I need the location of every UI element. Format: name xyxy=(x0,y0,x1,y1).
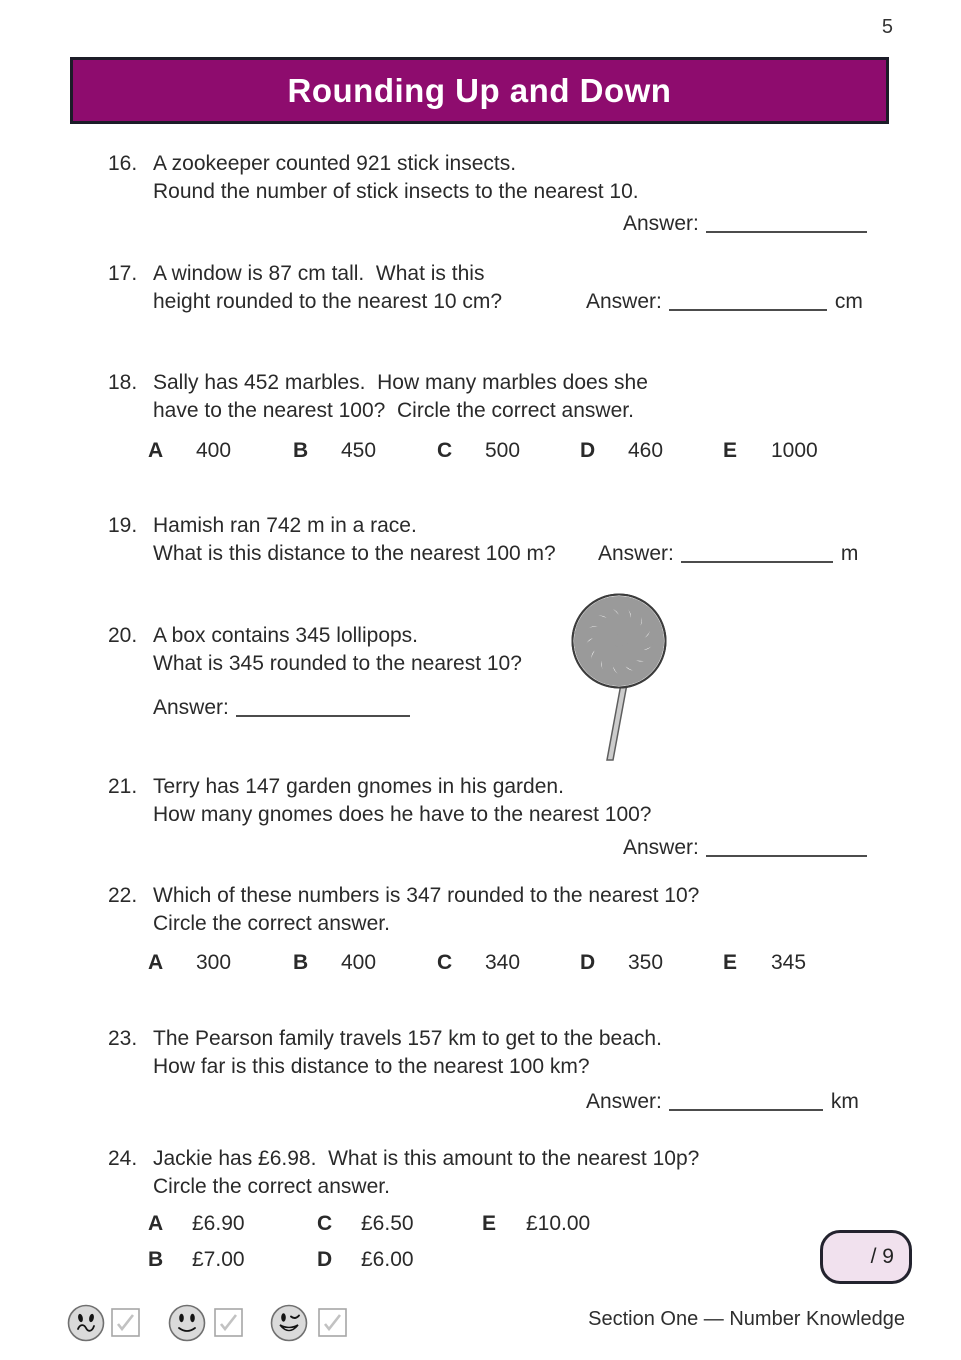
answer-blank-q21[interactable] xyxy=(706,837,867,857)
option-d[interactable]: D £6.00 xyxy=(317,1248,414,1271)
answer-label: Answer: xyxy=(153,696,229,719)
option-d[interactable]: D 350 xyxy=(580,951,664,974)
option-d[interactable]: D 460 xyxy=(580,439,664,462)
question-number: 22. xyxy=(108,884,138,907)
question-16 xyxy=(108,150,880,206)
score-box[interactable] xyxy=(820,1230,912,1284)
question-text: A box contains 345 lollipops. What is 345 rounded to the nearest 10? xyxy=(153,624,522,675)
answer-blank-q20[interactable] xyxy=(236,697,410,717)
section-footer: Section One — Number Knowledge xyxy=(588,1308,905,1330)
question-22 xyxy=(108,882,880,938)
option-e[interactable]: E 345 xyxy=(723,951,807,974)
question-text: Jackie has £6.98. What is this amount to the nearest 10p? Circle the correct answer. xyxy=(153,1147,700,1198)
question-number: 24. xyxy=(108,1147,138,1170)
option-e[interactable]: E 1000 xyxy=(723,439,818,462)
options-q22 xyxy=(108,949,880,977)
answer-row-q19 xyxy=(598,540,858,568)
answer-label: Answer: xyxy=(586,1090,662,1113)
options-q24-row1 xyxy=(108,1210,880,1238)
question-number: 20. xyxy=(108,624,138,647)
question-23 xyxy=(108,1025,880,1081)
page-number: 5 xyxy=(881,16,893,38)
question-number: 23. xyxy=(108,1027,138,1050)
option-c[interactable]: C £6.50 xyxy=(317,1212,414,1235)
question-number: 16. xyxy=(108,152,138,175)
happy-face-icon xyxy=(272,1306,307,1341)
neutral-face-icon xyxy=(170,1306,205,1341)
question-text: A window is 87 cm tall. What is this height rounded to the nearest 10 cm? xyxy=(153,262,503,313)
answer-row-q23 xyxy=(586,1088,859,1116)
question-number: 18. xyxy=(108,371,138,394)
options-q18 xyxy=(108,437,880,465)
score-label: / 9 xyxy=(870,1245,894,1268)
question-20 xyxy=(108,622,880,678)
answer-unit: cm xyxy=(834,290,863,313)
answer-row-q20 xyxy=(153,694,418,722)
answer-row-q17 xyxy=(586,288,863,316)
answer-blank-q17[interactable] xyxy=(669,291,827,311)
option-a[interactable]: A £6.90 xyxy=(148,1212,245,1235)
question-text: Sally has 452 marbles. How many marbles does she have to the nearest 100? Circle the correct answer. xyxy=(153,371,648,422)
answer-label: Answer: xyxy=(598,542,674,565)
question-number: 17. xyxy=(108,262,138,285)
answer-unit: km xyxy=(830,1090,859,1113)
options-q24-row2 xyxy=(108,1246,880,1274)
answer-row-q21 xyxy=(623,834,875,862)
lollipop-image xyxy=(563,578,675,762)
question-21 xyxy=(108,773,880,829)
option-a[interactable]: A 300 xyxy=(148,951,232,974)
option-c[interactable]: C 340 xyxy=(437,951,521,974)
answer-label: Answer: xyxy=(623,212,699,235)
option-c[interactable]: C 500 xyxy=(437,439,521,462)
question-24 xyxy=(108,1145,880,1201)
page-title: Rounding Up and Down xyxy=(287,71,672,109)
answer-unit: m xyxy=(840,542,859,565)
section-header xyxy=(70,57,889,124)
question-number: 19. xyxy=(108,514,138,537)
option-b[interactable]: B £7.00 xyxy=(148,1248,245,1271)
question-number: 21. xyxy=(108,775,138,798)
option-b[interactable]: B 400 xyxy=(293,951,377,974)
question-text: A zookeeper counted 921 stick insects. Round the number of stick insects to the nearest 10. xyxy=(153,152,639,203)
question-text: Terry has 147 garden gnomes in his garden. How many gnomes does he have to the nearest 100? xyxy=(153,775,652,826)
option-b[interactable]: B 450 xyxy=(293,439,377,462)
self-assessment-row xyxy=(60,1298,360,1350)
question-text: Hamish ran 742 m in a race. What is this distance to the nearest 100 m? xyxy=(153,514,556,565)
answer-blank-q16[interactable] xyxy=(706,213,867,233)
sad-checkbox[interactable] xyxy=(112,1309,139,1336)
sad-face-icon xyxy=(69,1306,104,1341)
answer-blank-q23[interactable] xyxy=(669,1091,823,1111)
answer-row-q16 xyxy=(623,210,875,238)
question-18 xyxy=(108,369,880,425)
answer-blank-q19[interactable] xyxy=(681,543,833,563)
answer-label: Answer: xyxy=(623,836,699,859)
answer-label: Answer: xyxy=(586,290,662,313)
option-e[interactable]: E £10.00 xyxy=(482,1212,591,1235)
happy-checkbox[interactable] xyxy=(319,1309,346,1336)
question-text: The Pearson family travels 157 km to get to the beach. How far is this distance to the nearest 100 km? xyxy=(153,1027,662,1078)
question-text: Which of these numbers is 347 rounded to the nearest 10? Circle the correct answer. xyxy=(153,884,700,935)
neutral-checkbox[interactable] xyxy=(215,1309,242,1336)
option-a[interactable]: A 400 xyxy=(148,439,232,462)
